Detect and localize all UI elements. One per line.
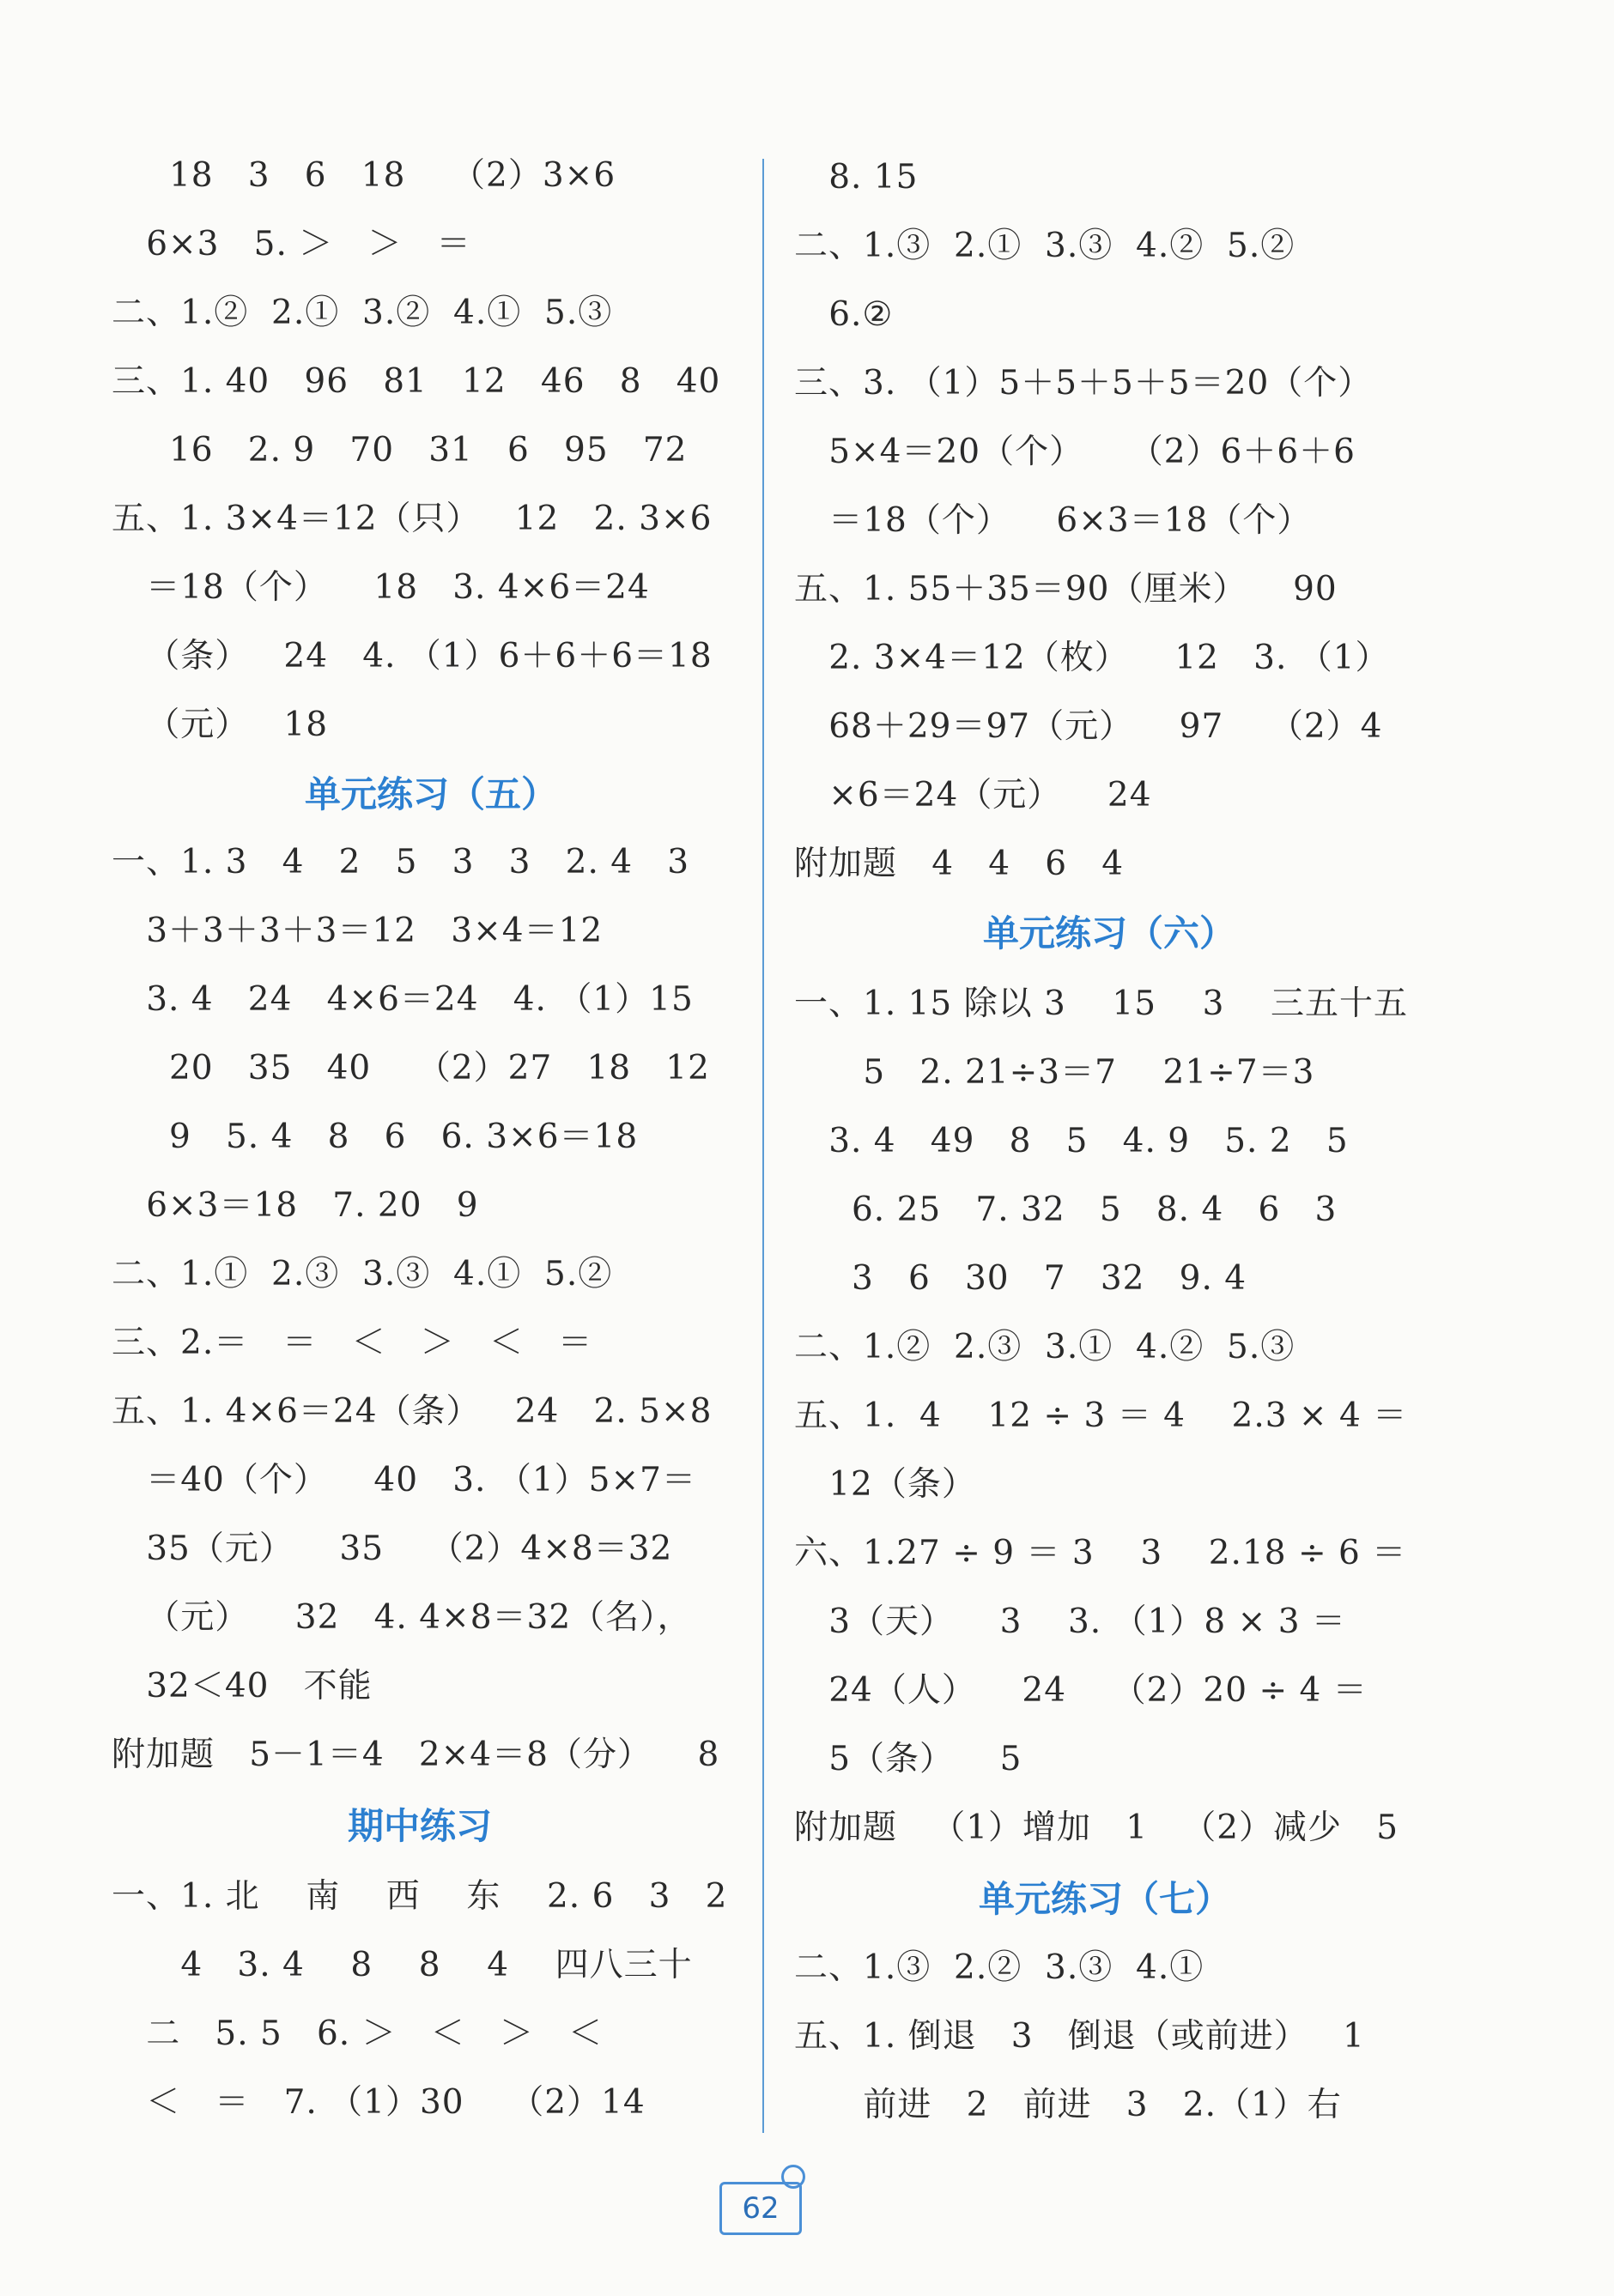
text-line: 二、1.② 2.③ 3.① 4.② 5.③ — [794, 1328, 1295, 1366]
text-line: 二、1.③ 2.② 3.③ 4.① — [794, 1948, 1204, 1987]
text-line: 32＜40 不能 — [112, 1667, 373, 1705]
text-line: 2. 3×4＝12（枚） 12 3. （1） — [794, 639, 1390, 677]
text-line: 五、1. 3×4＝12（只） 12 2. 3×6 — [112, 500, 713, 538]
section-title-midterm: 期中练习 — [348, 1805, 493, 1847]
text-line: 8. 15 — [794, 158, 919, 197]
text-line: 3. 4 49 8 5 4. 9 5. 2 5 — [794, 1122, 1349, 1160]
section-title-unit5: 单元练习（五） — [305, 773, 558, 815]
text-line: 三、3. （1）5＋5＋5＋5＝20（个） — [794, 364, 1373, 403]
text-line: 二、1.① 2.③ 3.③ 4.① 5.② — [112, 1255, 613, 1293]
text-line: 三、1. 40 96 81 12 46 8 40 — [112, 362, 721, 401]
text-line: 一、1. 3 4 2 5 3 3 2. 4 3 — [112, 843, 690, 881]
text-line: 5 2. 21÷3＝7 21÷7＝3 — [794, 1053, 1315, 1092]
left-column — [112, 0, 764, 2296]
text-line: 6. 25 7. 32 5 8. 4 6 3 — [794, 1190, 1338, 1229]
text-line: 5×4＝20（个） （2）6＋6＋6 — [794, 433, 1356, 471]
text-line: 五、1. 4×6＝24（条） 24 2. 5×8 — [112, 1392, 713, 1431]
text-line: 二、1.③ 2.① 3.③ 4.② 5.② — [794, 227, 1295, 265]
text-line: 5（条） 5 — [794, 1740, 1022, 1778]
text-line: 16 2. 9 70 31 6 95 72 — [112, 431, 688, 469]
text-line: 五、1. 4 12 ÷ 3 ＝ 4 2.3 × 4 ＝ — [794, 1396, 1408, 1435]
text-line: 24（人） 24 （2）20 ÷ 4 ＝ — [794, 1671, 1368, 1710]
text-line: 附加题 5－1＝4 2×4＝8（分） 8 — [112, 1736, 720, 1774]
text-line: 六、1.27 ÷ 9 ＝ 3 3 2.18 ÷ 6 ＝ — [794, 1534, 1407, 1572]
text-line: ＜ ＝ 7. （1）30 （2）14 — [112, 2083, 646, 2122]
section-title-unit6: 单元练习（六） — [983, 912, 1236, 954]
text-line: ＝18（个） 6×3＝18（个） — [794, 501, 1312, 540]
text-line: 3＋3＋3＋3＝12 3×4＝12 — [112, 912, 604, 950]
text-line: 附加题 （1）增加 1 （2）减少 5 — [794, 1808, 1399, 1847]
text-line: （元） 32 4. 4×8＝32（名）， — [112, 1598, 692, 1637]
text-line: 35（元） 35 （2）4×8＝32 — [112, 1530, 673, 1568]
text-line: ＝18（个） 18 3. 4×6＝24 — [112, 568, 650, 607]
text-line: （条） 24 4. （1）6＋6＋6＝18 — [112, 637, 713, 675]
page-number: 62 — [719, 2182, 802, 2235]
text-line: 一、1. 15 除以 3 15 3 三五十五 — [794, 984, 1409, 1023]
text-line: 3（天） 3 3. （1）8 × 3 ＝ — [794, 1602, 1346, 1641]
text-line: 3. 4 24 4×6＝24 4. （1）15 — [112, 980, 694, 1019]
text-line: 4 3. 4 8 8 4 四八三十 — [112, 1946, 693, 1984]
text-line: 二、1.② 2.① 3.② 4.① 5.③ — [112, 294, 613, 332]
text-line: 12（条） — [794, 1465, 976, 1504]
text-line: （元） 18 — [112, 706, 329, 744]
text-line: ×6＝24（元） 24 — [794, 776, 1152, 815]
text-line: 20 35 40 （2）27 18 12 — [112, 1049, 710, 1087]
column-divider — [762, 159, 764, 2133]
text-line: 6×3 5. ＞ ＞ ＝ — [112, 225, 471, 264]
text-line: 18 3 6 18 （2）3×6 — [112, 156, 616, 195]
text-line: 6.② — [794, 295, 894, 334]
text-line: 五、1. 55＋35＝90（厘米） 90 — [794, 570, 1338, 609]
text-line: 附加题 4 4 6 4 — [794, 845, 1125, 883]
text-line: 前进 2 前进 3 2.（1）右 — [794, 2086, 1342, 2124]
text-line: 68＋29＝97（元） 97 （2）4 — [794, 707, 1383, 746]
text-line: 9 5. 4 8 6 6. 3×6＝18 — [112, 1118, 639, 1156]
text-line: 五、1. 倒退 3 倒退（或前进） 1 — [794, 2017, 1365, 2056]
text-line: 二 5. 5 6. ＞ ＜ ＞ ＜ — [112, 2014, 604, 2053]
text-line: ＝40（个） 40 3. （1）5×7＝ — [112, 1461, 696, 1499]
text-line: 三、2.＝ ＝ ＜ ＞ ＜ ＝ — [112, 1324, 593, 1362]
text-line: 6×3＝18 7. 20 9 — [112, 1186, 479, 1225]
section-title-unit7: 单元练习（七） — [979, 1878, 1232, 1920]
text-line: 3 6 30 7 32 9. 4 — [794, 1259, 1247, 1298]
right-column — [794, 0, 1447, 2296]
text-line: 一、1. 北 南 西 东 2. 6 3 2 — [112, 1877, 728, 1916]
